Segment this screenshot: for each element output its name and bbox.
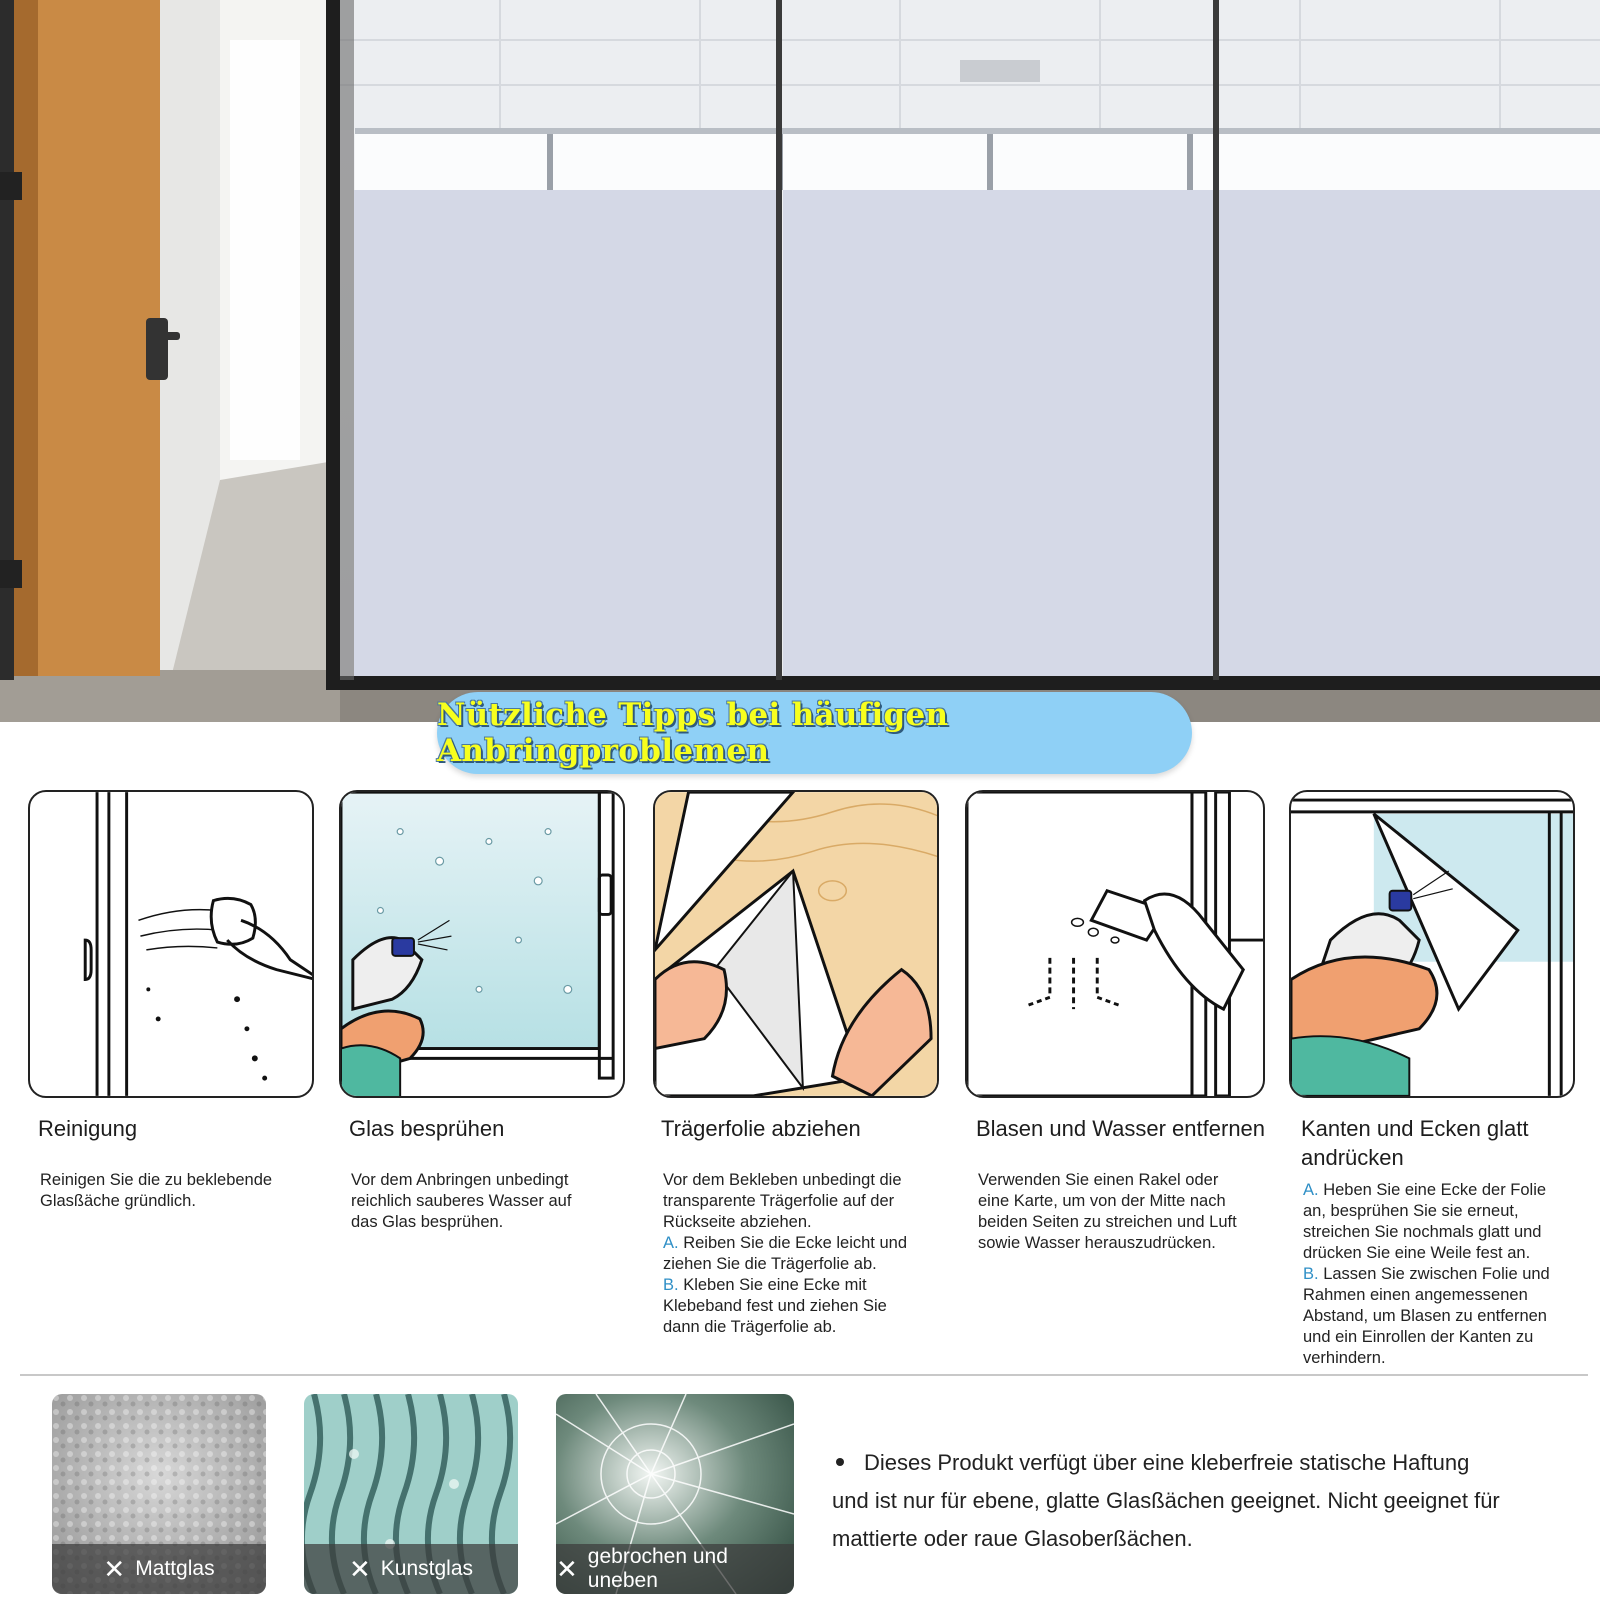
step-cleaning-image bbox=[28, 790, 314, 1098]
hero-photo bbox=[0, 0, 1600, 722]
step-edges-title: Kanten und Ecken glatt andrücken bbox=[1301, 1116, 1529, 1170]
glass-type-art-label: Kunstglas bbox=[380, 1557, 474, 1580]
glass-type-broken-caption bbox=[556, 1544, 794, 1594]
step-squeegee-title: Blasen und Wasser entfernen bbox=[976, 1116, 1266, 1141]
step-edges-item-a-text: Heben Sie eine Ecke der Folie an, besprühen Sie sie erneut, streichen Sie nochmals glatt und drücken Sie eine Weile fest an. bbox=[1303, 1181, 1547, 1262]
step-edges-image bbox=[1289, 790, 1575, 1098]
glass-type-frosted-label: Mattglas bbox=[135, 1557, 215, 1580]
tips-banner bbox=[437, 692, 1192, 774]
glass-type-broken bbox=[556, 1394, 794, 1594]
spray-bottle-icon bbox=[341, 792, 623, 1096]
step-edges-item-b bbox=[1303, 1264, 1563, 1369]
step-squeegee-image bbox=[965, 790, 1265, 1098]
step-peel-item-b-text: Kleben Sie eine Ecke mit Klebeband fest und ziehen Sie dann die Trägerfolie ab. bbox=[663, 1276, 887, 1336]
step-edges-text bbox=[1303, 1180, 1563, 1369]
step-spray-image bbox=[339, 790, 625, 1098]
peel-film-icon bbox=[655, 792, 937, 1096]
step-peel-marker-a: A. bbox=[663, 1234, 679, 1252]
squeegee-icon bbox=[967, 792, 1263, 1096]
tips-banner-title: Nützliche Tipps bei häufigen Anbringproblemen bbox=[437, 697, 949, 769]
spray-edge-icon bbox=[1291, 792, 1573, 1096]
cross-icon: ✕ bbox=[556, 1553, 578, 1584]
bullet-icon bbox=[836, 1458, 844, 1466]
cross-icon: ✕ bbox=[348, 1553, 371, 1584]
step-peel-marker-b: B. bbox=[663, 1276, 679, 1294]
step-edges-marker-a: A. bbox=[1303, 1181, 1319, 1199]
step-edges-marker-b: B. bbox=[1303, 1265, 1319, 1283]
step-cleaning-description: Reinigen Sie die zu beklebende Glasßäche gründlich. bbox=[40, 1171, 273, 1210]
step-peel-description: Vor dem Bekleben unbedingt die transparente Trägerfolie auf der Rückseite abziehen. bbox=[663, 1171, 902, 1231]
cross-icon: ✕ bbox=[103, 1553, 126, 1584]
glass-type-art bbox=[304, 1394, 518, 1594]
step-peel-item-a-text: Reiben Sie die Ecke leicht und ziehen Sie die Trägerfolie ab. bbox=[663, 1234, 907, 1273]
office-glass-partition-illustration bbox=[0, 0, 1600, 722]
glass-type-frosted bbox=[52, 1394, 266, 1594]
product-note bbox=[832, 1444, 1512, 1558]
step-squeegee-text bbox=[978, 1170, 1253, 1254]
step-cleaning-text bbox=[40, 1170, 310, 1212]
step-squeegee-description: Verwenden Sie einen Rakel oder eine Karte, um von der Mitte nach beiden Seiten zu streichen und Luft sowie Wasser herauszudrücken. bbox=[978, 1171, 1237, 1252]
step-edges-item-a bbox=[1303, 1180, 1563, 1264]
product-note-text: Dieses Produkt verfügt über eine kleberfreie statische Haftung und ist nur für ebene, glatte Glasßächen geeignet. Nicht geeignet für mattierte oder raue Glasoberßächen. bbox=[832, 1450, 1500, 1551]
step-spray-description: Vor dem Anbringen unbedingt reichlich sauberes Wasser auf das Glas besprühen. bbox=[351, 1171, 572, 1231]
glass-type-art-caption bbox=[304, 1544, 518, 1594]
step-peel-item-b bbox=[663, 1275, 925, 1338]
step-peel-text bbox=[663, 1170, 925, 1338]
step-peel-image bbox=[653, 790, 939, 1098]
glass-type-frosted-caption bbox=[52, 1544, 266, 1594]
step-spray-title: Glas besprühen bbox=[349, 1116, 505, 1141]
step-edges-item-b-text: Lassen Sie zwischen Folie und Rahmen einen angemessenen Abstand, um Blasen zu entfernen und ein Einrollen der Kanten zu verhindern. bbox=[1303, 1265, 1550, 1367]
step-spray-text bbox=[351, 1170, 591, 1233]
cloth-wiping-icon bbox=[30, 792, 312, 1096]
step-cleaning-title: Reinigung bbox=[38, 1116, 138, 1141]
section-divider bbox=[20, 1374, 1588, 1376]
step-peel-title: Trägerfolie abziehen bbox=[661, 1116, 861, 1141]
step-peel-item-a bbox=[663, 1233, 925, 1275]
glass-type-broken-label: gebrochen und uneben bbox=[587, 1545, 728, 1592]
